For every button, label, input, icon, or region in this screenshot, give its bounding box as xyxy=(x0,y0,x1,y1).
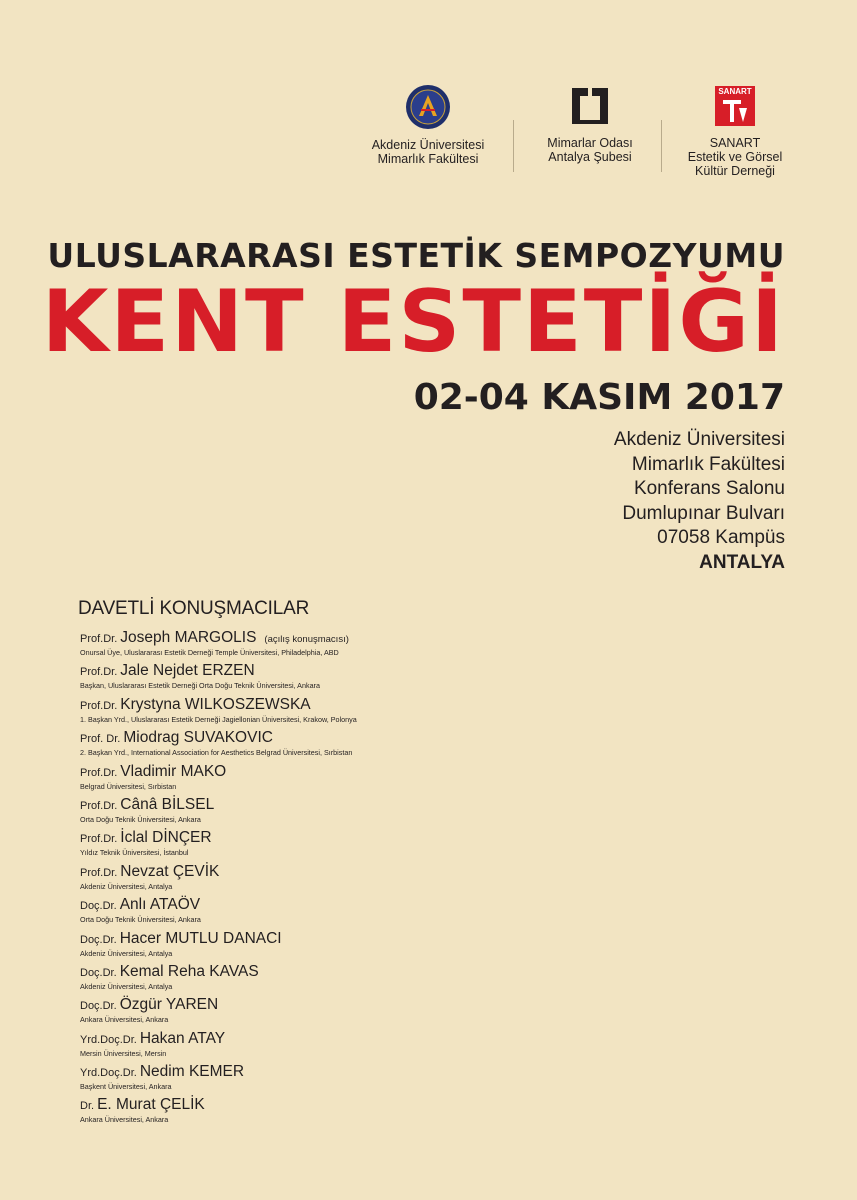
speaker-entry xyxy=(80,695,780,728)
speaker-entry xyxy=(80,929,780,962)
speaker-name: Jale Nejdet ERZEN xyxy=(120,662,255,680)
speaker-note: (açılış konuşmacısı) xyxy=(264,634,349,645)
speaker-list xyxy=(80,628,780,1129)
speaker-name: Hakan ATAY xyxy=(139,1029,226,1047)
mimarlar-line-2: Antalya Şubesi xyxy=(548,150,632,164)
speaker-name: Kemal Reha KAVAS xyxy=(119,962,259,980)
speaker-name: Vladimir MAKO xyxy=(120,762,227,780)
venue-city: ANTALYA xyxy=(699,551,785,573)
speaker-name: E. Murat ÇELİK xyxy=(97,1096,205,1114)
speaker-affiliation: Ankara Üniversitesi, Ankara xyxy=(80,1115,169,1125)
speaker-name: İclal DİNÇER xyxy=(120,829,212,847)
speaker-affiliation: Ankara Üniversitesi, Ankara xyxy=(80,1015,169,1025)
speaker-entry xyxy=(80,1095,780,1128)
speaker-entry xyxy=(80,828,780,861)
event-subtitle: ULUSLARARASI ESTETİK SEMPOZYUMU xyxy=(47,236,785,275)
akdeniz-logo-block xyxy=(348,84,508,166)
speaker-entry xyxy=(80,1062,780,1095)
speaker-entry xyxy=(80,628,780,661)
akdeniz-line-1: Akdeniz Üniversitesi xyxy=(371,138,485,152)
venue-line: 07058 Kampüs xyxy=(657,527,785,548)
speaker-entry xyxy=(80,795,780,828)
speaker-name: Cânâ BİLSEL xyxy=(120,795,215,813)
akdeniz-university-seal-icon xyxy=(405,84,451,130)
speaker-entry xyxy=(80,895,780,928)
event-title: KENT ESTETİĞİ xyxy=(41,272,785,372)
venue-address xyxy=(614,428,785,575)
venue-line: Mimarlık Fakültesi xyxy=(631,453,785,475)
speaker-name: Joseph MARGOLIS xyxy=(120,629,257,646)
speaker-title: Doç.Dr. xyxy=(80,933,117,946)
svg-text:SANART: SANART xyxy=(718,87,752,96)
speaker-affiliation: 2. Başkan Yrd., International Association for Aesthetics Belgrad Üniversitesi, Sırbistan xyxy=(80,748,353,758)
speaker-entry xyxy=(80,862,780,895)
speaker-entry xyxy=(80,1029,780,1062)
logo-divider xyxy=(661,120,662,172)
mimarlar-logo-block xyxy=(520,84,660,164)
speaker-affiliation: Akdeniz Üniversitesi, Antalya xyxy=(80,981,173,991)
speaker-name: Anlı ATAÖV xyxy=(119,896,201,914)
speaker-title: Prof.Dr. xyxy=(80,866,118,879)
speakers-heading: DAVETLİ KONUŞMACILAR xyxy=(78,598,310,619)
speaker-name: Hacer MUTLU DANACI xyxy=(119,929,282,947)
speaker-entry xyxy=(80,962,780,995)
speaker-affiliation: Mersin Üniversitesi, Mersin xyxy=(80,1048,167,1058)
speaker-affiliation: Belgrad Üniversitesi, Sırbistan xyxy=(80,781,177,791)
speaker-affiliation: Yıldız Teknik Üniversitesi, İstanbul xyxy=(80,848,189,858)
speaker-affiliation: Akdeniz Üniversitesi, Antalya xyxy=(80,881,173,891)
speaker-affiliation: Akdeniz Üniversitesi, Antalya xyxy=(80,948,173,958)
speaker-affiliation: Orta Doğu Teknik Üniversitesi, Ankara xyxy=(80,915,201,925)
speaker-entry xyxy=(80,728,780,761)
speaker-title: Prof. Dr. xyxy=(80,733,121,746)
venue-line: Dumlupınar Bulvarı xyxy=(622,502,785,524)
speaker-title: Doç.Dr. xyxy=(80,1000,117,1013)
logo-divider xyxy=(513,120,514,172)
sanart-line-2: Estetik ve Görsel xyxy=(687,150,783,164)
speaker-entry xyxy=(80,995,780,1028)
speaker-title: Prof.Dr. xyxy=(80,633,118,645)
organizer-logos xyxy=(330,84,800,194)
speaker-title: Prof.Dr. xyxy=(80,766,118,779)
akdeniz-line-2: Mimarlık Fakültesi xyxy=(377,152,479,166)
speaker-affiliation: Başkent Üniversitesi, Ankara xyxy=(80,1082,172,1092)
sanart-logo-block xyxy=(670,84,800,178)
speaker-affiliation: Orta Doğu Teknik Üniversitesi, Ankara xyxy=(80,814,201,824)
sanart-line-1: SANART xyxy=(709,136,761,150)
speaker-name: Krystyna WILKOSZEWSKA xyxy=(120,695,311,713)
speaker-title: Prof.Dr. xyxy=(80,799,118,812)
speaker-name: Nedim KEMER xyxy=(139,1063,245,1081)
speaker-affiliation: Başkan, Uluslararası Estetik Derneği Orta Doğu Teknik Üniversitesi, Ankara xyxy=(80,681,320,691)
speaker-affiliation: Onursal Üye, Uluslararası Estetik Derneği Temple Üniversitesi, Philadelphia, ABD xyxy=(80,648,339,657)
venue-line: Akdeniz Üniversitesi xyxy=(613,429,785,450)
speaker-title: Doç.Dr. xyxy=(80,900,117,913)
speaker-title: Prof.Dr. xyxy=(80,699,118,712)
mimarlar-odasi-bracket-icon xyxy=(568,84,612,128)
speaker-name: Özgür YAREN xyxy=(119,996,219,1014)
sanart-logo-icon xyxy=(713,84,757,128)
sanart-line-3: Kültür Derneği xyxy=(695,164,775,178)
speaker-name: Miodrag SUVAKOVIC xyxy=(123,729,273,747)
speaker-title: Dr. xyxy=(80,1100,95,1113)
speaker-title: Doç.Dr. xyxy=(80,966,117,979)
speaker-name: Nevzat ÇEVİK xyxy=(120,862,220,880)
speaker-title: Prof.Dr. xyxy=(80,833,118,846)
mimarlar-line-1: Mimarlar Odası xyxy=(547,136,633,150)
event-dates: 02-04 KASIM 2017 xyxy=(413,377,785,418)
speaker-entry xyxy=(80,762,780,795)
speaker-title: Prof.Dr. xyxy=(80,666,118,679)
speaker-title: Yrd.Doç.Dr. xyxy=(80,1067,137,1080)
speaker-title: Yrd.Doç.Dr. xyxy=(80,1033,137,1046)
venue-line: Konferans Salonu xyxy=(633,478,785,499)
speaker-entry xyxy=(80,661,780,694)
speaker-affiliation: 1. Başkan Yrd., Uluslararası Estetik Derneği Jagiellonian Üniversitesi, Krakow, Polonya xyxy=(80,714,357,724)
